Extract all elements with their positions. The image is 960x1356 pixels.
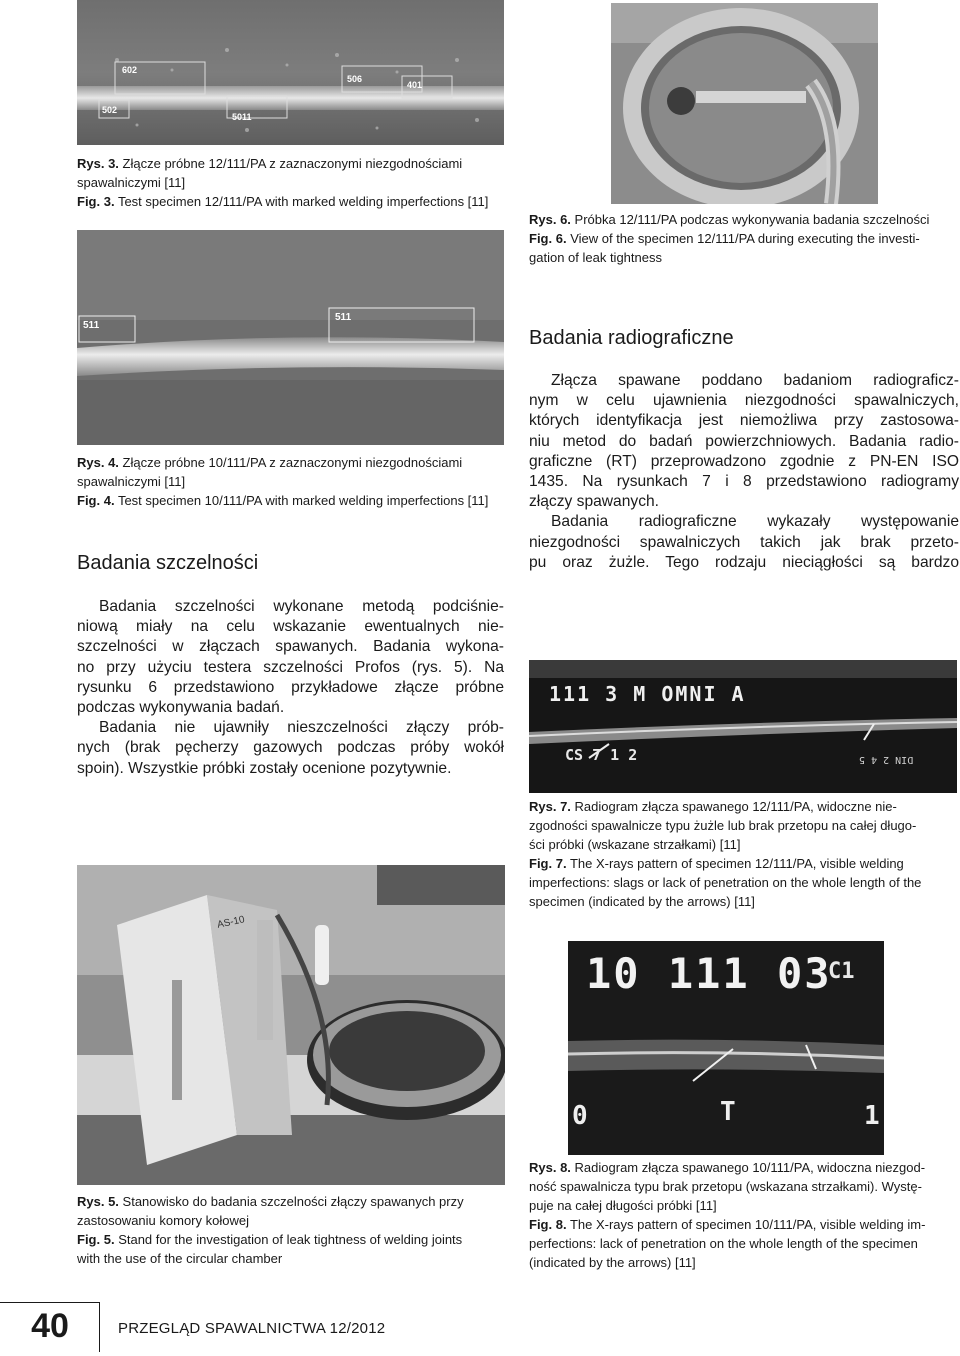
fig4-label-511-left: 511 <box>83 320 100 331</box>
fig3-label-602: 602 <box>122 65 138 75</box>
fig7-caption-en-line3: specimen (indicated by the arrows) [11] <box>529 894 755 909</box>
section-radio-p2-line: Badania radiograficzne wykazały występowanie <box>551 513 959 531</box>
fig8-caption-en-line1: The X-rays pattern of specimen 10/111/PA, visible welding im- <box>569 1217 926 1232</box>
fig7-film-text-left: CS 7 1 2 <box>565 746 638 764</box>
fig8-caption-pl-label: Rys. 8. <box>529 1160 571 1175</box>
fig8-film-text-top: 10 111 03 <box>586 949 832 998</box>
fig3-label-401: 401 <box>407 80 423 90</box>
section-radio-p1-line: złączy spawanych. <box>529 493 660 511</box>
journal-title: PRZEGLĄD SPAWALNICTWA 12/2012 <box>118 1320 386 1337</box>
section-radio-p1-line: nym w celu ujawnienia niezgodności spawalniczych, <box>529 392 959 410</box>
fig7-caption-pl-line3: ści próbki (wskazane strzałkami) [11] <box>529 837 741 852</box>
fig4-photo <box>77 230 504 445</box>
fig7-film-text-right: DIN 2 4 5 <box>859 754 914 765</box>
fig8-film-text-bottom-mid: T <box>720 1097 736 1127</box>
fig5-caption-pl-line2: zastosowaniu komory kołowej <box>77 1213 249 1228</box>
section-leak-p1-line: Badania szczelności wykonane metodą podciśnie- <box>99 598 504 615</box>
fig5-caption <box>77 1192 507 1268</box>
section-radio-p1-line: 1435. Na rysunkach 7 i 8 przedstawiono radiogramy <box>529 473 959 491</box>
fig8-caption-en-line2: perfections: lack of penetration on the whole length of the specimen <box>529 1236 918 1251</box>
fig4-caption-en: Test specimen 10/111/PA with marked welding imperfections [11] <box>117 493 489 508</box>
section-radio-paragraph-1 <box>529 371 959 512</box>
fig4-caption-pl-line2: spawalniczymi [11] <box>77 474 186 489</box>
fig5-caption-en-line2: with the use of the circular chamber <box>77 1251 283 1266</box>
fig4-label-511-right: 511 <box>335 312 352 323</box>
fig7-caption-en-line2: imperfections: slags or lack of penetration on the whole length of the <box>529 875 922 890</box>
section-leak-heading: Badania szczelności <box>77 552 259 574</box>
fig5-photo <box>77 865 505 1185</box>
section-leak-p2-line: Badania nie ujawniły nieszczelności złączy prób- <box>99 719 504 737</box>
fig6-caption-en-line2: gation of leak tightness <box>529 250 662 265</box>
section-radio-p1-line: Złącza spawane poddano badaniom radiograficz- <box>551 372 959 389</box>
section-radio-p1-line: niu metod do badań powierzchniowych. Badania radio- <box>529 432 959 450</box>
fig8-film-text-c1: C1 <box>828 959 855 984</box>
fig7-radiograph <box>529 660 957 793</box>
fig7-caption-pl-line1: Radiogram złącza spawanego 12/111/PA, widoczne nie- <box>574 799 897 814</box>
fig3-caption-pl-label: Rys. 3. <box>77 156 119 171</box>
section-radio-p2-line: pu oraz żużle. Tego rodzaju nieciągłości są bardzo <box>529 553 959 571</box>
page-number: 40 <box>31 1307 69 1345</box>
fig8-caption-pl-line2: ność spawalnicza typu brak przetopu (wskazana strzałkami). Wystę- <box>529 1179 922 1194</box>
section-radio-heading: Badania radiograficzne <box>529 327 734 349</box>
fig7-caption <box>529 797 959 911</box>
section-radio-p2-line: niezgodności spawalniczych takich jak brak przeto- <box>529 533 959 551</box>
fig5-caption-pl-line1: Stanowisko do badania szczelności złączy spawanych przy <box>122 1194 464 1209</box>
fig8-caption-pl-line3: puje na całej długości próbki [11] <box>529 1198 717 1213</box>
fig8-caption-en-line3: (indicated by the arrows) [11] <box>529 1255 696 1270</box>
fig5-caption-en-line1: Stand for the investigation of leak tightness of welding joints <box>118 1232 463 1247</box>
fig3-caption-pl-line2: spawalniczymi [11] <box>77 175 186 190</box>
fig6-caption-pl: Próbka 12/111/PA podczas wykonywania badania szczelności <box>574 212 930 227</box>
section-leak-p2-line: nych (brak pęcherzy gazowych podczas próby wokół <box>77 739 504 757</box>
fig6-caption <box>529 210 959 267</box>
fig7-caption-pl-line2: zgodności spawalnicze typu żużle lub brak przetopu na całej długo- <box>529 818 917 833</box>
fig7-caption-pl-label: Rys. 7. <box>529 799 571 814</box>
fig4-caption-en-label: Fig. 4. <box>77 493 115 508</box>
section-leak-paragraph-1 <box>77 597 504 718</box>
fig4-caption-pl-label: Rys. 4. <box>77 455 119 470</box>
fig7-film-text-top: 111 3 M OMNI A <box>549 682 746 706</box>
fig5-caption-en-label: Fig. 5. <box>77 1232 115 1247</box>
fig6-photo <box>611 3 878 204</box>
fig3-caption-en-label: Fig. 3. <box>77 194 115 209</box>
fig3-label-506: 506 <box>347 74 363 84</box>
fig5-caption-pl-label: Rys. 5. <box>77 1194 119 1209</box>
fig3-caption <box>77 154 507 211</box>
fig7-caption-en-line1: The X-rays pattern of specimen 12/111/PA, visible welding <box>569 856 904 871</box>
fig4-caption <box>77 453 507 510</box>
fig3-caption-pl-line1: Złącze próbne 12/111/PA z zaznaczonymi niezgodnościami <box>122 156 463 171</box>
section-radio-body <box>529 371 959 573</box>
fig8-film-text-bottom-right: 1 <box>864 1101 880 1131</box>
fig3-label-502: 502 <box>102 105 118 115</box>
fig8-caption-en-label: Fig. 8. <box>529 1217 567 1232</box>
section-leak-p1-line: rysunku 6 przedstawiono przykładowe złącze próbne <box>77 678 504 696</box>
fig8-film-text-bottom-left: 0 <box>572 1101 588 1131</box>
fig6-caption-pl-label: Rys. 6. <box>529 212 571 227</box>
fig4-caption-pl-line1: Złącze próbne 10/111/PA z zaznaczonymi niezgodnościami <box>122 455 463 470</box>
fig8-caption <box>529 1158 959 1272</box>
fig7-caption-en-label: Fig. 7. <box>529 856 567 871</box>
fig8-caption-pl-line1: Radiogram złącza spawanego 10/111/PA, widoczna niezgod- <box>574 1160 926 1175</box>
fig6-caption-en-label: Fig. 6. <box>529 231 567 246</box>
fig8-radiograph <box>568 941 884 1155</box>
section-leak-p1-line: niową miały na celu wskazanie ewentualnych nie- <box>77 618 504 636</box>
section-leak-p1-line: szczelności w złączach spawanych. Badania wykona- <box>77 638 504 656</box>
fig5-device-label: AS-10 <box>216 914 246 931</box>
section-leak-p1-line: podczas wykonywania badań. <box>77 699 285 717</box>
fig3-caption-en: Test specimen 12/111/PA with marked welding imperfections [11] <box>117 194 489 209</box>
section-leak-body <box>77 597 504 779</box>
section-radio-p1-line: których identyfikacja jest niemożliwa przy zastosowa- <box>529 412 959 430</box>
fig3-label-5011: 5011 <box>232 112 252 122</box>
section-radio-p1-line: graficzne (RT) przeprowadzono zgodnie z PN-EN ISO <box>529 452 959 470</box>
section-leak-paragraph-2 <box>77 718 504 779</box>
section-radio-paragraph-2 <box>529 512 959 573</box>
fig3-photo <box>77 0 504 145</box>
section-leak-p1-line: no przy użyciu testera szczelności Profos (rys. 5). Na <box>77 658 504 676</box>
fig6-caption-en-line1: View of the specimen 12/111/PA during executing the investi- <box>570 231 920 246</box>
section-leak-p2-line: spoin). Wszystkie próbki zostały ocenione pozytywnie. <box>77 759 452 777</box>
